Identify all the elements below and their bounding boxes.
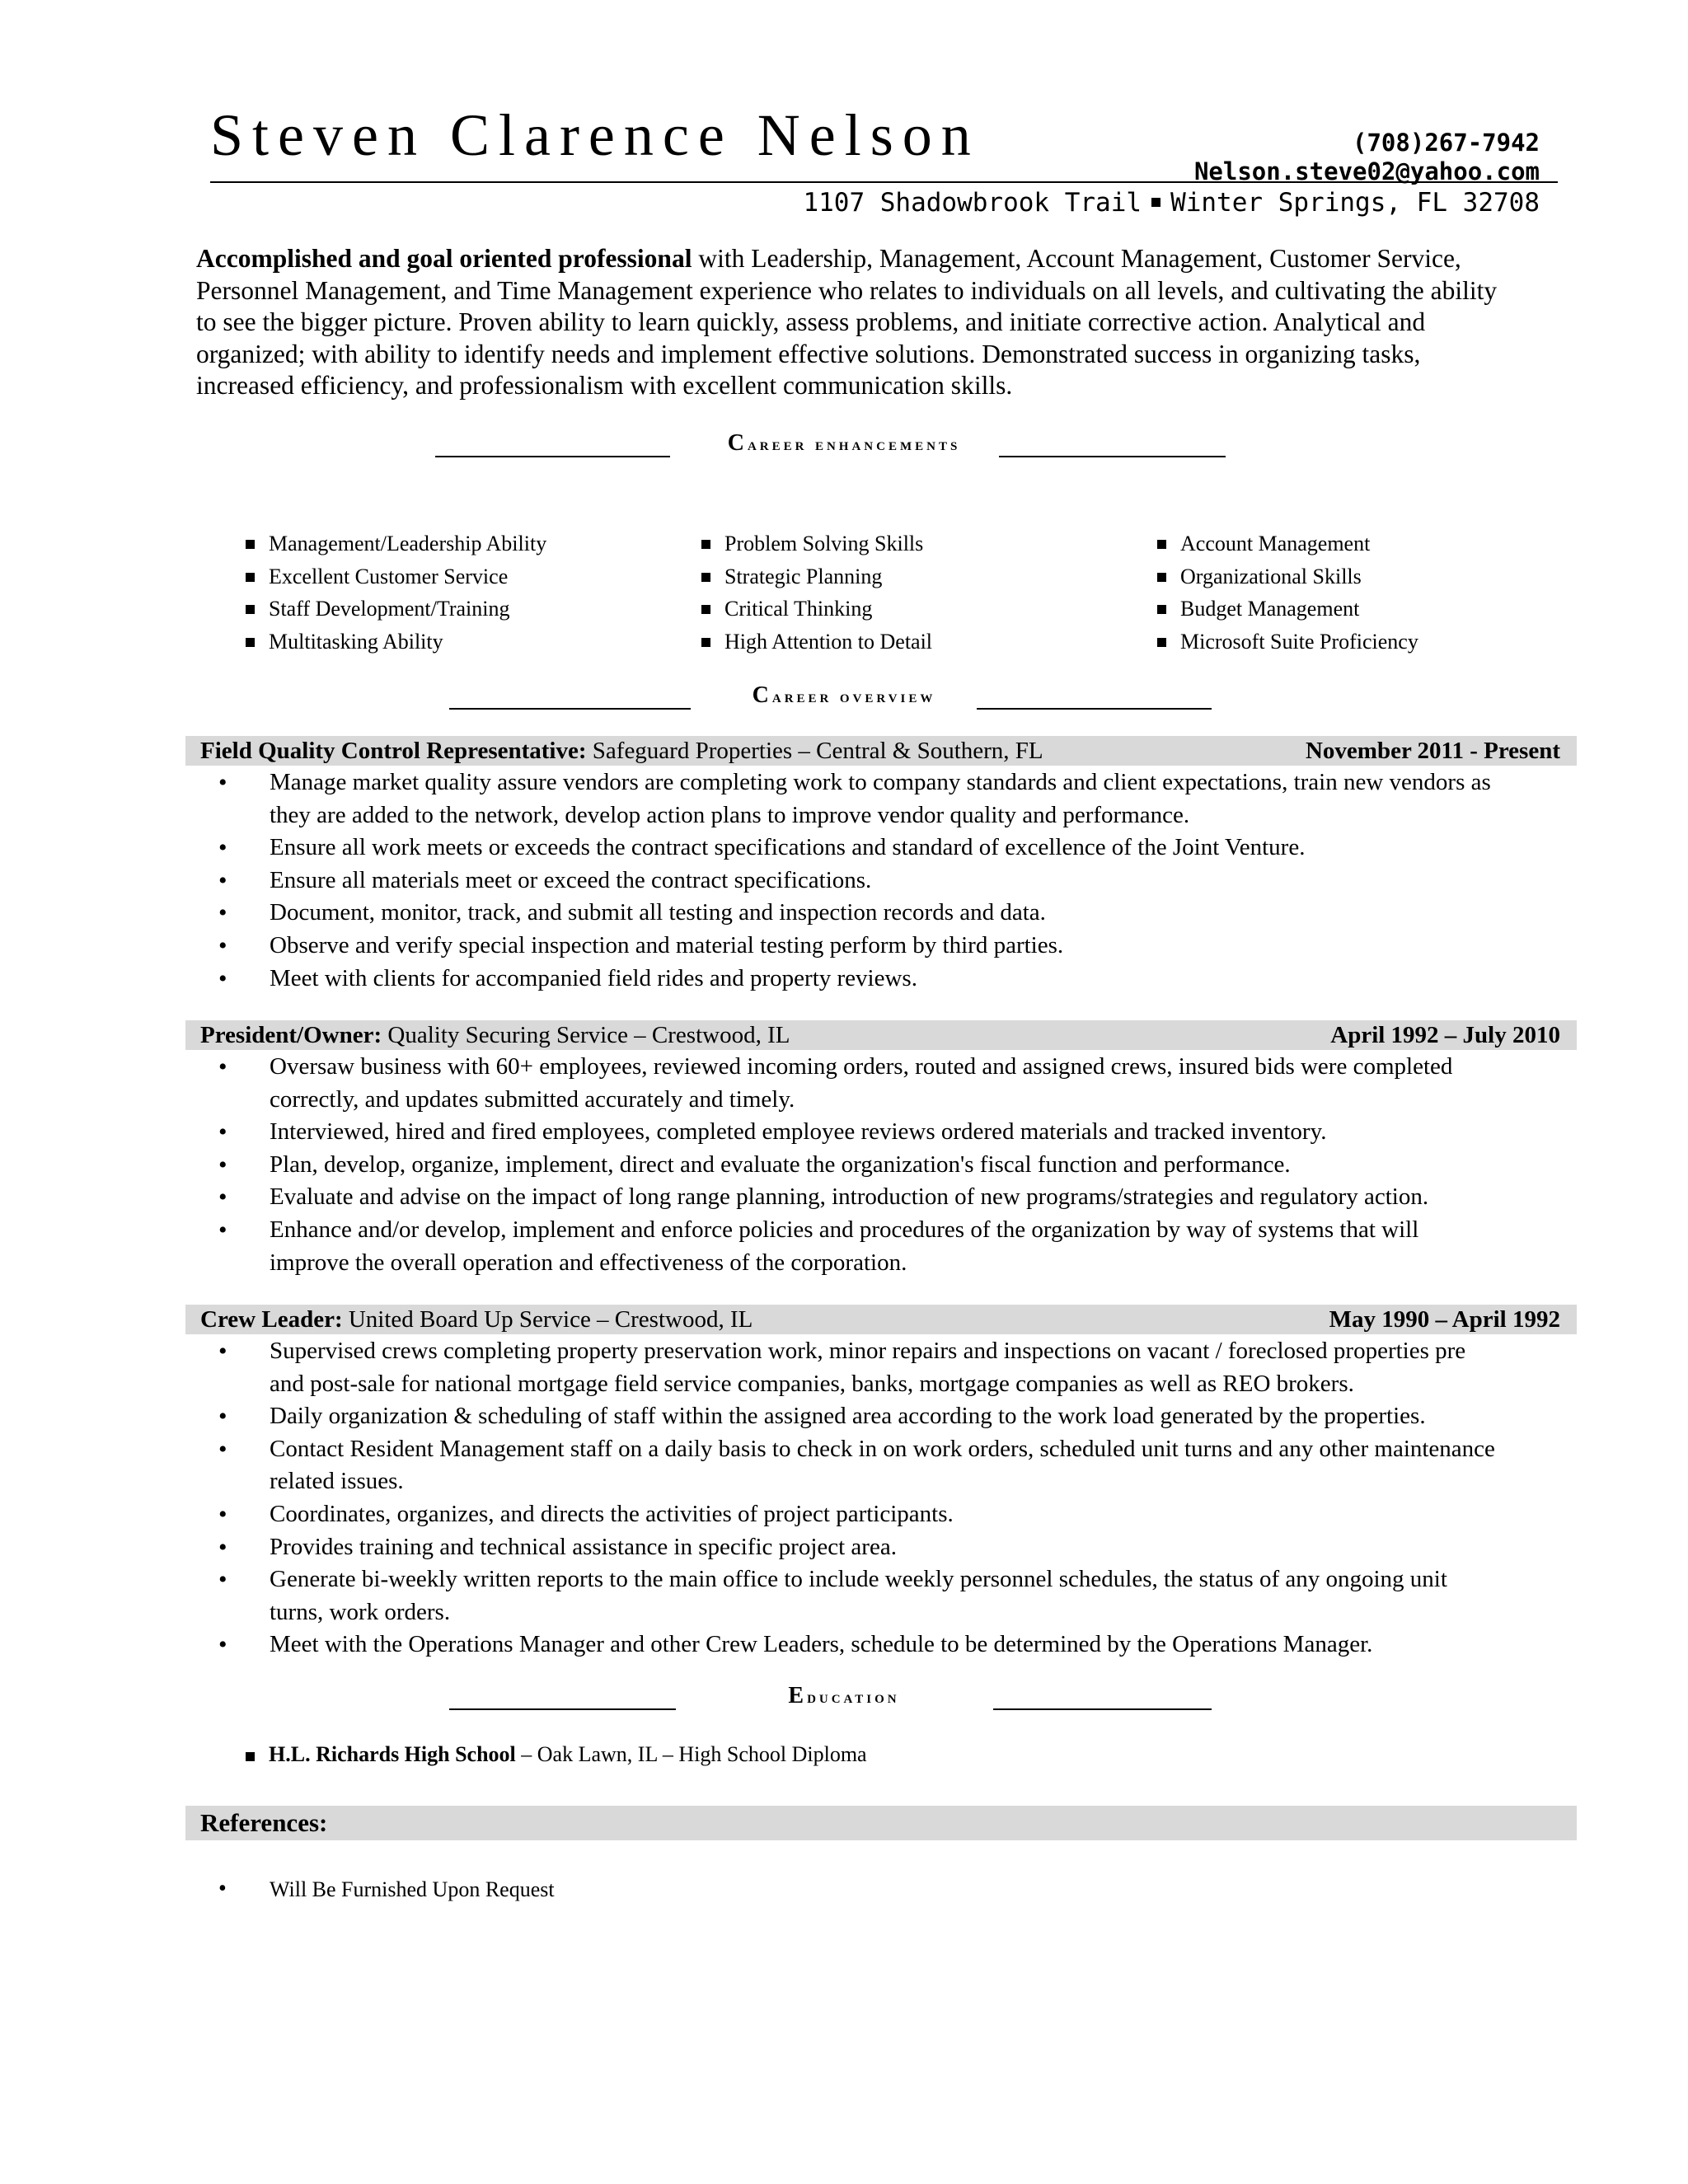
- heading-rule-right: [977, 708, 1212, 710]
- skill-item: Staff Development/Training: [246, 593, 546, 626]
- list-item: • Meet with the Operations Manager and other Crew Leaders, schedule to be determined by the Operations Manager.: [218, 1629, 1504, 1661]
- skill-item: Strategic Planning: [701, 560, 932, 593]
- list-item: • Contact Resident Management staff on a daily basis to check in on work orders, scheduled unit turns and any other maintenance related issues.: [218, 1433, 1504, 1498]
- job-duties: [218, 766, 1504, 995]
- skills-column-1: [246, 527, 546, 658]
- education-entry: [246, 1742, 867, 1767]
- list-item: • Document, monitor, track, and submit all testing and inspection records and data.: [218, 897, 1504, 930]
- list-item: • Provides training and technical assistance in specific project area.: [218, 1531, 1504, 1564]
- job-dates: May 1990 – April 1992: [1329, 1306, 1560, 1333]
- job-dates: April 1992 – July 2010: [1330, 1022, 1560, 1048]
- skill-item: Multitasking Ability: [246, 626, 546, 658]
- list-item: • Ensure all work meets or exceeds the contract specifications and standard of excellence of the Joint Venture.: [218, 832, 1504, 865]
- skill-item: Organizational Skills: [1157, 560, 1418, 593]
- list-item: • Evaluate and advise on the impact of long range planning, introduction of new programs/strategies and regulatory action.: [218, 1181, 1504, 1214]
- section-heading-education: [0, 1681, 1688, 1714]
- job-header: [185, 1305, 1577, 1334]
- list-item: • Ensure all materials meet or exceed the contract specifications.: [218, 865, 1504, 898]
- summary-body: with Leadership, Management, Account Management, Customer Service, Personnel Management, and Time Management experience who relates to individuals on all levels, and cultivating the ability to see the bigger picture. Proven ability to learn quickly, assess problems, and initiate corrective action. Analytical and organized; with ability to identify needs and implement effective solutions. Demonstrated success in organizing tasks, increased efficiency, and professionalism with excellent communication skills.: [196, 244, 1498, 400]
- skill-item: Critical Thinking: [701, 593, 932, 626]
- skill-item: Microsoft Suite Proficiency: [1157, 626, 1418, 658]
- section-heading-enhancements: [0, 427, 1688, 460]
- section-heading-overview: [0, 681, 1688, 714]
- summary-lead: Accomplished and goal oriented professional: [196, 244, 692, 273]
- job-role: Crew Leader:: [200, 1306, 343, 1333]
- job-title: [200, 736, 1043, 766]
- job-header: [185, 736, 1577, 766]
- job-duties: [218, 1051, 1504, 1279]
- list-item: • Generate bi-weekly written reports to the main office to include weekly personnel schedules, the status of any ongoing unit turns, work orders.: [218, 1563, 1504, 1629]
- candidate-name: Steven Clarence Nelson: [210, 102, 980, 168]
- skill-item: Budget Management: [1157, 593, 1418, 626]
- list-item: • Oversaw business with 60+ employees, reviewed incoming orders, routed and assigned crews, insured bids were completed correctly, and updates submitted accurately and timely.: [218, 1051, 1504, 1116]
- heading-rule-right: [993, 1708, 1212, 1710]
- job-company: Safeguard Properties – Central & Southern, FL: [586, 738, 1043, 764]
- section-title: Career overview: [752, 682, 936, 708]
- references-header: [185, 1806, 1577, 1840]
- list-item: • Interviewed, hired and fired employees, completed employee reviews ordered materials and tracked inventory.: [218, 1116, 1504, 1149]
- skills-column-2: [701, 527, 932, 658]
- job-duties: [218, 1335, 1504, 1661]
- heading-rule-right: [999, 456, 1226, 457]
- address-city: Winter Springs, FL 32708: [1170, 188, 1540, 218]
- list-item: • Manage market quality assure vendors are completing work to company standards and client expectations, train new vendors as they are added to the network, develop action plans to improve vendor quality and performance.: [218, 766, 1504, 832]
- section-title: Career enhancements: [727, 430, 961, 456]
- list-item: • Observe and verify special inspection and material testing perform by third parties.: [218, 930, 1504, 963]
- school-name: H.L. Richards High School: [269, 1742, 516, 1766]
- skills-column-3: [1157, 527, 1418, 658]
- job-dates: November 2011 - Present: [1305, 738, 1560, 764]
- skill-item: Account Management: [1157, 527, 1418, 560]
- job-role: President/Owner:: [200, 1022, 382, 1048]
- education-detail: – Oak Lawn, IL – High School Diploma: [515, 1742, 867, 1766]
- skill-item: Problem Solving Skills: [701, 527, 932, 560]
- job-header: [185, 1020, 1577, 1050]
- job-company: Quality Securing Service – Crestwood, IL: [382, 1022, 790, 1048]
- references-note: • Will Be Furnished Upon Request: [218, 1877, 555, 1902]
- skill-item: High Attention to Detail: [701, 626, 932, 658]
- address-street: 1107 Shadowbrook Trail: [803, 188, 1142, 218]
- square-bullet-icon: [1151, 198, 1160, 207]
- references-title: References:: [200, 1808, 328, 1837]
- skill-item: Excellent Customer Service: [246, 560, 546, 593]
- job-role: Field Quality Control Representative:: [200, 738, 587, 764]
- job-title: [200, 1305, 753, 1334]
- job-company: United Board Up Service – Crestwood, IL: [342, 1306, 753, 1333]
- list-item: • Supervised crews completing property preservation work, minor repairs and inspections on vacant / foreclosed properties pre and post-sale for national mortgage field service companies, banks, mortgage companies as well as REO brokers.: [218, 1335, 1504, 1400]
- email-address: Nelson.steve02@yahoo.com: [1193, 157, 1540, 185]
- list-item: • Daily organization & scheduling of staff within the assigned area according to the work load generated by the properties.: [218, 1400, 1504, 1433]
- list-item: • Coordinates, organizes, and directs the activities of project participants.: [218, 1498, 1504, 1531]
- job-title: [200, 1020, 790, 1050]
- phone-number: (708)267-7942: [1353, 129, 1540, 157]
- skill-item: Management/Leadership Ability: [246, 527, 546, 560]
- section-title: Education: [788, 1683, 900, 1708]
- professional-summary: [196, 243, 1515, 402]
- list-item: • Meet with clients for accompanied field rides and property reviews.: [218, 963, 1504, 996]
- mailing-address: [803, 188, 1540, 218]
- list-item: • Plan, develop, organize, implement, direct and evaluate the organization's fiscal function and performance.: [218, 1149, 1504, 1182]
- list-item: • Enhance and/or develop, implement and enforce policies and procedures of the organization by way of systems that will improve the overall operation and effectiveness of the corporation.: [218, 1214, 1504, 1279]
